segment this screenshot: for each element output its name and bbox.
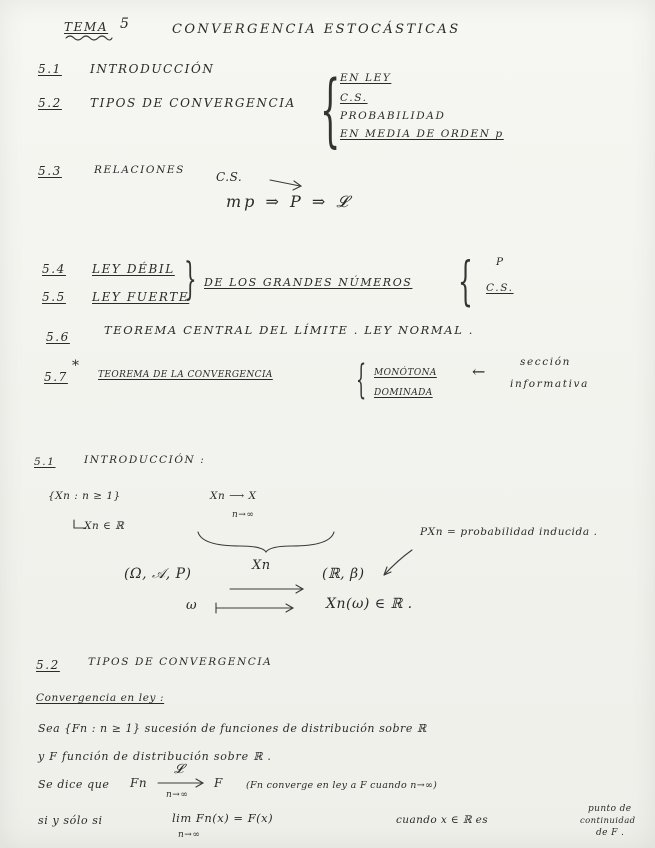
s53-chain: mp ⇒ P ⇒ 𝓛: [226, 192, 351, 211]
s57-note-2: informativa: [510, 378, 589, 390]
s52-item-4: EN MEDIA DE ORDEN p: [340, 128, 504, 140]
s57-note-1: sección: [520, 356, 572, 368]
s54-55-right-brace: {: [458, 252, 473, 312]
page-title: CONVERGENCIA ESTOCÁSTICAS: [172, 22, 461, 37]
s53-num: 5.3: [38, 164, 62, 178]
s52-num: 5.2: [38, 96, 62, 110]
intro-seq: {Xn : n ≥ 1}: [48, 490, 121, 502]
intro-num: 5.1: [34, 456, 56, 468]
tipos-lim-sub: n→∞: [178, 830, 201, 840]
tipos-line-3a: Se dice que: [38, 778, 110, 791]
tipos-fn: Fn: [130, 776, 148, 790]
s57-arrow: ←: [472, 362, 488, 381]
tipos-subtitle: Convergencia en ley :: [36, 692, 165, 704]
intro-conv: Xn ⟶ X: [210, 490, 257, 502]
s56-label: TEOREMA CENTRAL DEL LÍMITE . LEY NORMAL .: [104, 323, 474, 337]
s57-num: 5.7: [44, 370, 68, 384]
tipos-f: F: [214, 776, 223, 790]
tipos-paren: (Fn converge en ley a F cuando n→∞): [246, 780, 438, 791]
intro-seq-sub: Xn ∈ ℝ: [84, 520, 125, 532]
s54-num: 5.4: [42, 262, 66, 276]
s51-num: 5.1: [38, 62, 62, 76]
intro-map-right: (ℝ, β): [322, 566, 365, 582]
note-pointer: [384, 550, 412, 575]
cs-arrow: [270, 180, 300, 186]
s57-item-2: DOMINADA: [374, 388, 433, 398]
s55-num: 5.5: [42, 290, 66, 304]
tipos-line-1: Sea {Fn : n ≥ 1} sucesión de funciones de distribución sobre ℝ: [38, 722, 427, 735]
intro-label: INTRODUCCIÓN :: [84, 454, 206, 466]
s57-star: *: [72, 358, 81, 374]
s52-item-1: EN LEY: [340, 72, 392, 84]
tema-label: TEMA: [64, 20, 109, 34]
tipos-num: 5.2: [36, 658, 60, 672]
s51-label: INTRODUCCIÓN: [90, 62, 215, 76]
tipos-arrow-bottom: n→∞: [166, 790, 189, 800]
s54-55-item-2: C.S.: [486, 282, 514, 294]
intro-omega-right: Xn(ω) ∈ ℝ .: [326, 596, 413, 612]
tema-number: 5: [120, 16, 131, 32]
intro-conv-under: n→∞: [232, 510, 255, 520]
s54-label: LEY DÉBIL: [92, 262, 175, 276]
title-underline: [66, 36, 112, 40]
s57-item-1: MONÓTONA: [374, 368, 437, 378]
s57-brace: {: [356, 357, 367, 403]
intro-map-arrow-label: Xn: [252, 558, 271, 573]
tipos-line-2: y F función de distribución sobre ℝ .: [38, 750, 272, 763]
s53-cs: C.S.: [216, 170, 243, 184]
s53-label: RELACIONES: [94, 164, 185, 176]
intro-omega: ω: [186, 598, 198, 613]
s52-brace: {: [320, 63, 341, 156]
s54-55-item-1: P: [496, 256, 505, 268]
s52-item-3: PROBABILIDAD: [340, 110, 446, 122]
tipos-line-4a: si y sólo si: [38, 814, 103, 827]
s54-55-brace: }: [184, 254, 197, 305]
tipos-note-3: de F .: [596, 828, 625, 838]
tipos-label: TIPOS DE CONVERGENCIA: [88, 656, 273, 668]
s52-item-2: C.S.: [340, 92, 368, 104]
s57-label: TEOREMA DE LA CONVERGENCIA: [98, 370, 273, 380]
tipos-note-2: continuidad: [580, 816, 636, 826]
tipos-lim: lim Fn(x) = F(x): [172, 811, 274, 825]
tipos-note-1: punto de: [588, 804, 632, 814]
s52-label: TIPOS DE CONVERGENCIA: [90, 96, 296, 110]
intro-map-left: (Ω, 𝒜, P): [124, 566, 192, 582]
tipos-line-4b: cuando x ∈ ℝ es: [396, 814, 489, 826]
underbrace: [198, 532, 334, 552]
s56-num: 5.6: [46, 330, 70, 344]
s55-label: LEY FUERTE: [92, 290, 190, 304]
intro-map-note: PXn = probabilidad inducida .: [420, 526, 598, 538]
s54-55-common: DE LOS GRANDES NÚMEROS: [204, 276, 413, 289]
tipos-arrow-top: 𝓛: [174, 762, 184, 777]
